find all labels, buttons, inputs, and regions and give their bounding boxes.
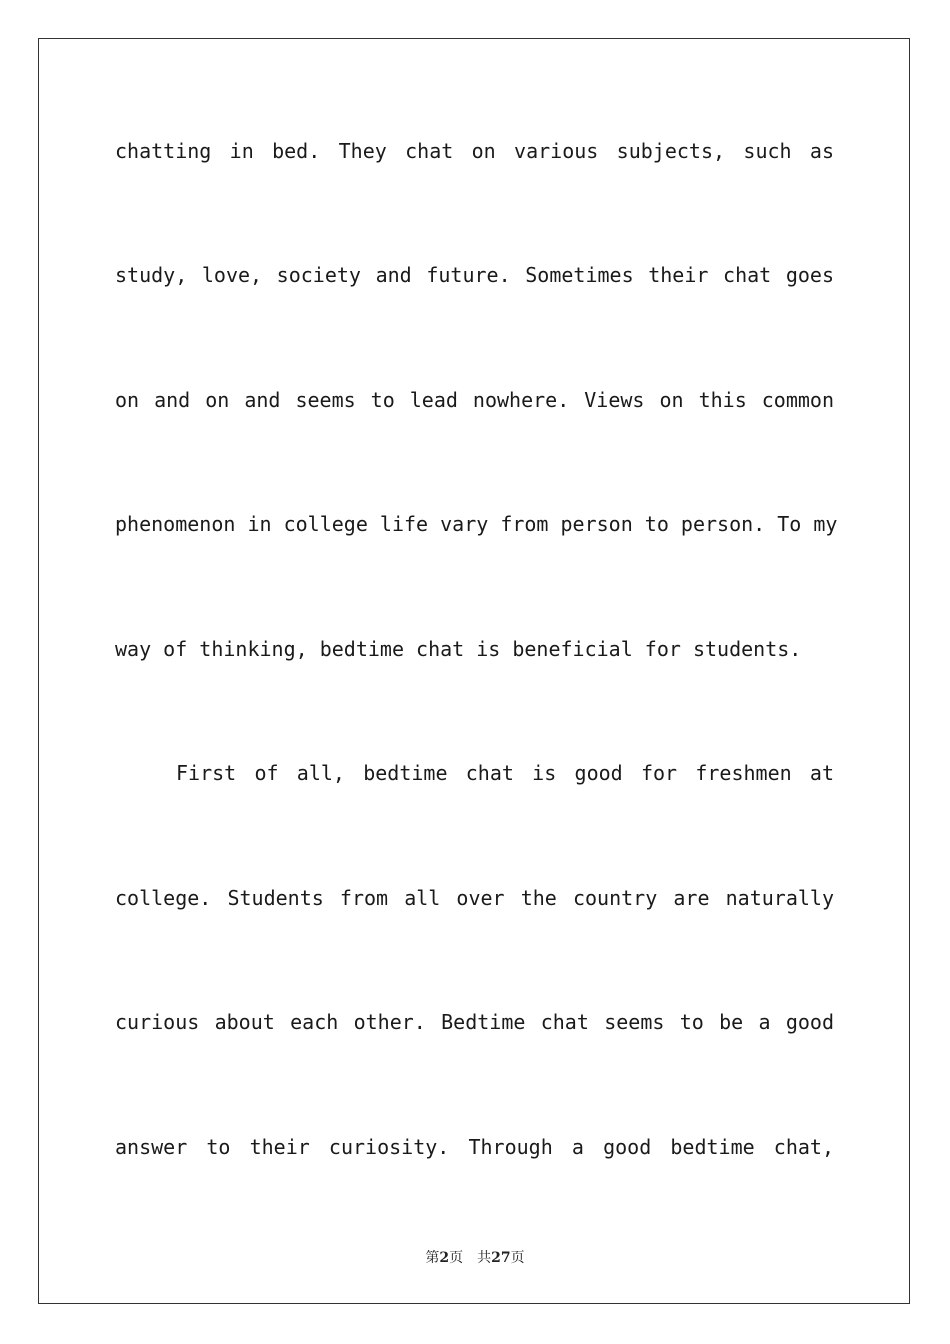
page-border (38, 38, 910, 1304)
paragraph-line: answer to their curiosity. Through a good bedtime chat, (115, 1135, 834, 1159)
paragraph-line: college. Students from all over the country are naturally (115, 886, 834, 910)
paragraph-line: First of all, bedtime chat is good for freshmen at (176, 761, 834, 785)
page-suffix: 页 (449, 1250, 464, 1266)
paragraph-line: curious about each other. Bedtime chat seems to be a good (115, 1010, 834, 1034)
page-prefix: 第 (425, 1250, 440, 1266)
paragraph-line: study, love, society and future. Sometimes their chat goes (115, 263, 834, 287)
total-page-count: 27 (491, 1250, 511, 1266)
paragraph-line: way of thinking, bedtime chat is beneficial for students. (115, 637, 802, 661)
paragraph-line: phenomenon in college life vary from person to person. To my (115, 512, 838, 536)
paragraph-line: chatting in bed. They chat on various subjects, such as (115, 139, 834, 163)
paragraph-line: on and on and seems to lead nowhere. Views on this common (115, 388, 834, 412)
total-suffix: 页 (510, 1250, 525, 1266)
page-footer (0, 1247, 950, 1267)
total-prefix: 共 (477, 1250, 492, 1266)
current-page-number: 2 (439, 1250, 450, 1266)
